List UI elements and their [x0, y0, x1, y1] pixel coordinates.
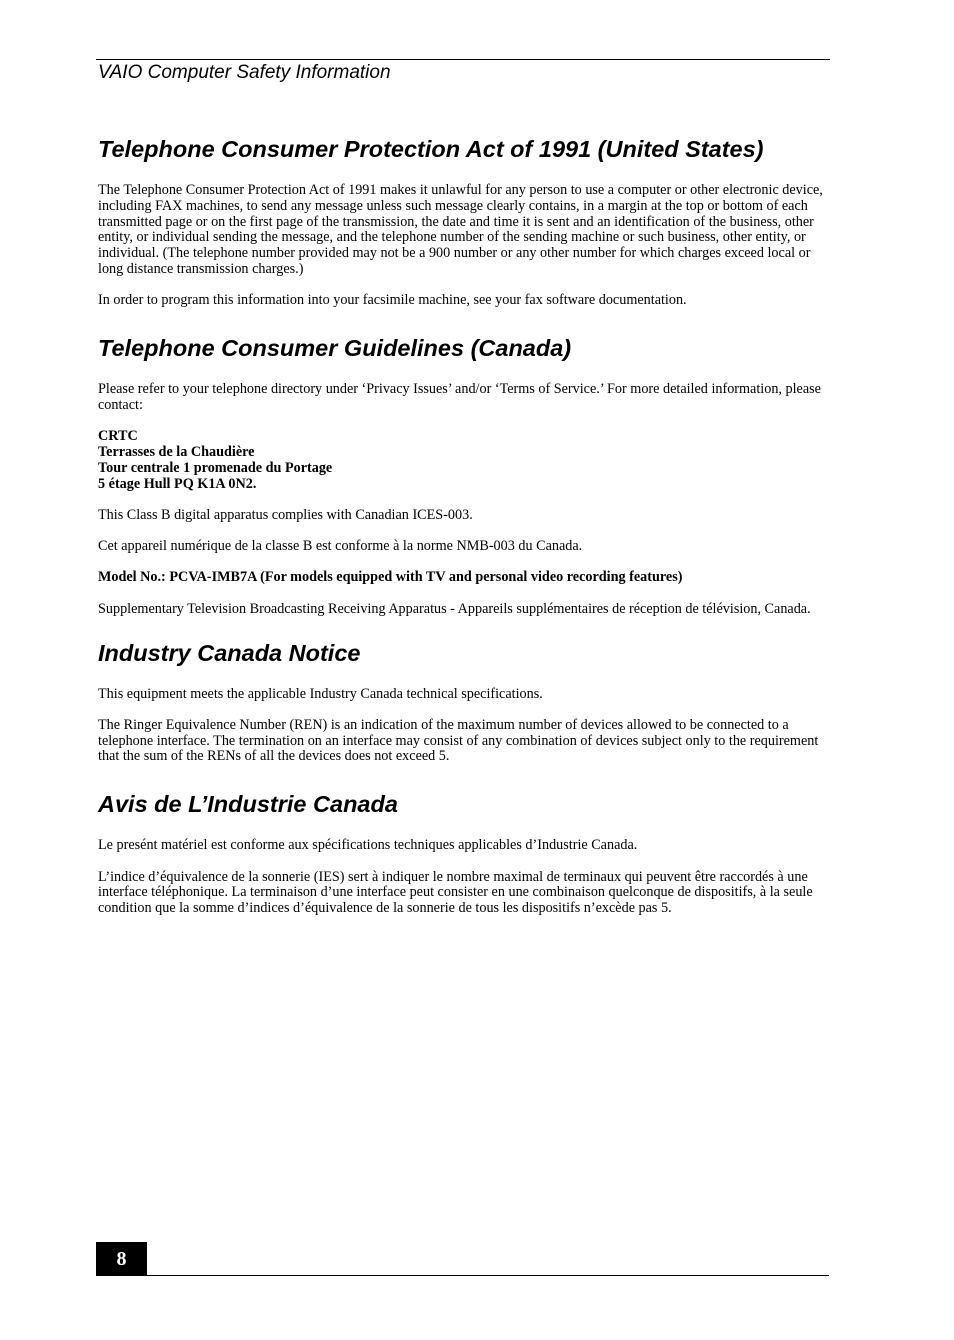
paragraph: In order to program this information into your facsimile machine, see your fax software documentation.: [98, 292, 687, 309]
address-line: Tour centrale 1 promenade du Portage: [98, 459, 333, 476]
contact-address: [98, 429, 828, 492]
paragraph: Please refer to your telephone directory under ‘Privacy Issues’ and/or ‘Terms of Service.’ For more detailed information, please contact:: [98, 381, 821, 413]
section-heading-canada-guidelines: Telephone Consumer Guidelines (Canada): [98, 335, 572, 362]
paragraph: Supplementary Television Broadcasting Receiving Apparatus - Appareils supplémentaires de réception de télévision, Canada.: [98, 600, 811, 617]
paragraph: This equipment meets the applicable Industry Canada technical specifications.: [98, 685, 543, 702]
paragraph: Cet appareil numérique de la classe B est conforme à la norme NMB-003 du Canada.: [98, 538, 583, 555]
section-heading-avis: Avis de L’Industrie Canada: [98, 791, 398, 818]
address-line: Terrasses de la Chaudière: [98, 443, 255, 460]
running-header: VAIO Computer Safety Information: [98, 62, 391, 83]
section-heading-industry-canada: Industry Canada Notice: [98, 639, 361, 666]
page-number: 8: [96, 1242, 147, 1276]
paragraph: The Ringer Equivalence Number (REN) is an indication of the maximum number of devices allowed to be connected to a telephone interface. The termination on an interface may consist of any combination of devices subject only to the requirement that the sum of the RENs of all the devices does not exceed 5.: [98, 716, 819, 765]
section-heading-tcpa: Telephone Consumer Protection Act of 1991 (United States): [98, 136, 764, 162]
paragraph: Le presént matériel est conforme aux spécifications techniques applicables d’Industrie Canada.: [98, 837, 638, 854]
header-rule: [96, 59, 830, 60]
paragraph: L’indice d’équivalence de la sonnerie (IES) sert à indiquer le nombre maximal de terminaux qui peuvent être raccordés à une interface téléphonique. La terminaison d’une interface peut consister en une combinaison quelconque de dispositifs, à la seule condition que la somme d’indices d’équivalence de la sonnerie de tous les dispositifs n’excède pas 5.: [98, 868, 813, 917]
address-line: 5 étage Hull PQ K1A 0N2.: [98, 475, 257, 492]
address-line: CRTC: [98, 428, 138, 445]
page-content: [98, 132, 828, 917]
paragraph: The Telephone Consumer Protection Act of 1991 makes it unlawful for any person to use a computer or other electronic device, including FAX machines, to send any message unless such message clearly contains, in a margin at the top or bottom of each transmitted page or on the first page of the transmission, the date and time it is sent and an identification of the business, other entity, or individual sending the message, and the telephone number of the sending machine or such business, other entity, or individual. (The telephone number provided may not be a 900 number or any other number for which charges exceed local or long distance transmission charges.): [98, 182, 823, 277]
footer-rule: [96, 1275, 829, 1276]
model-number: Model No.: PCVA-IMB7A (For models equipped with TV and personal video recording features): [98, 569, 683, 586]
paragraph: This Class B digital apparatus complies with Canadian ICES-003.: [98, 506, 473, 523]
